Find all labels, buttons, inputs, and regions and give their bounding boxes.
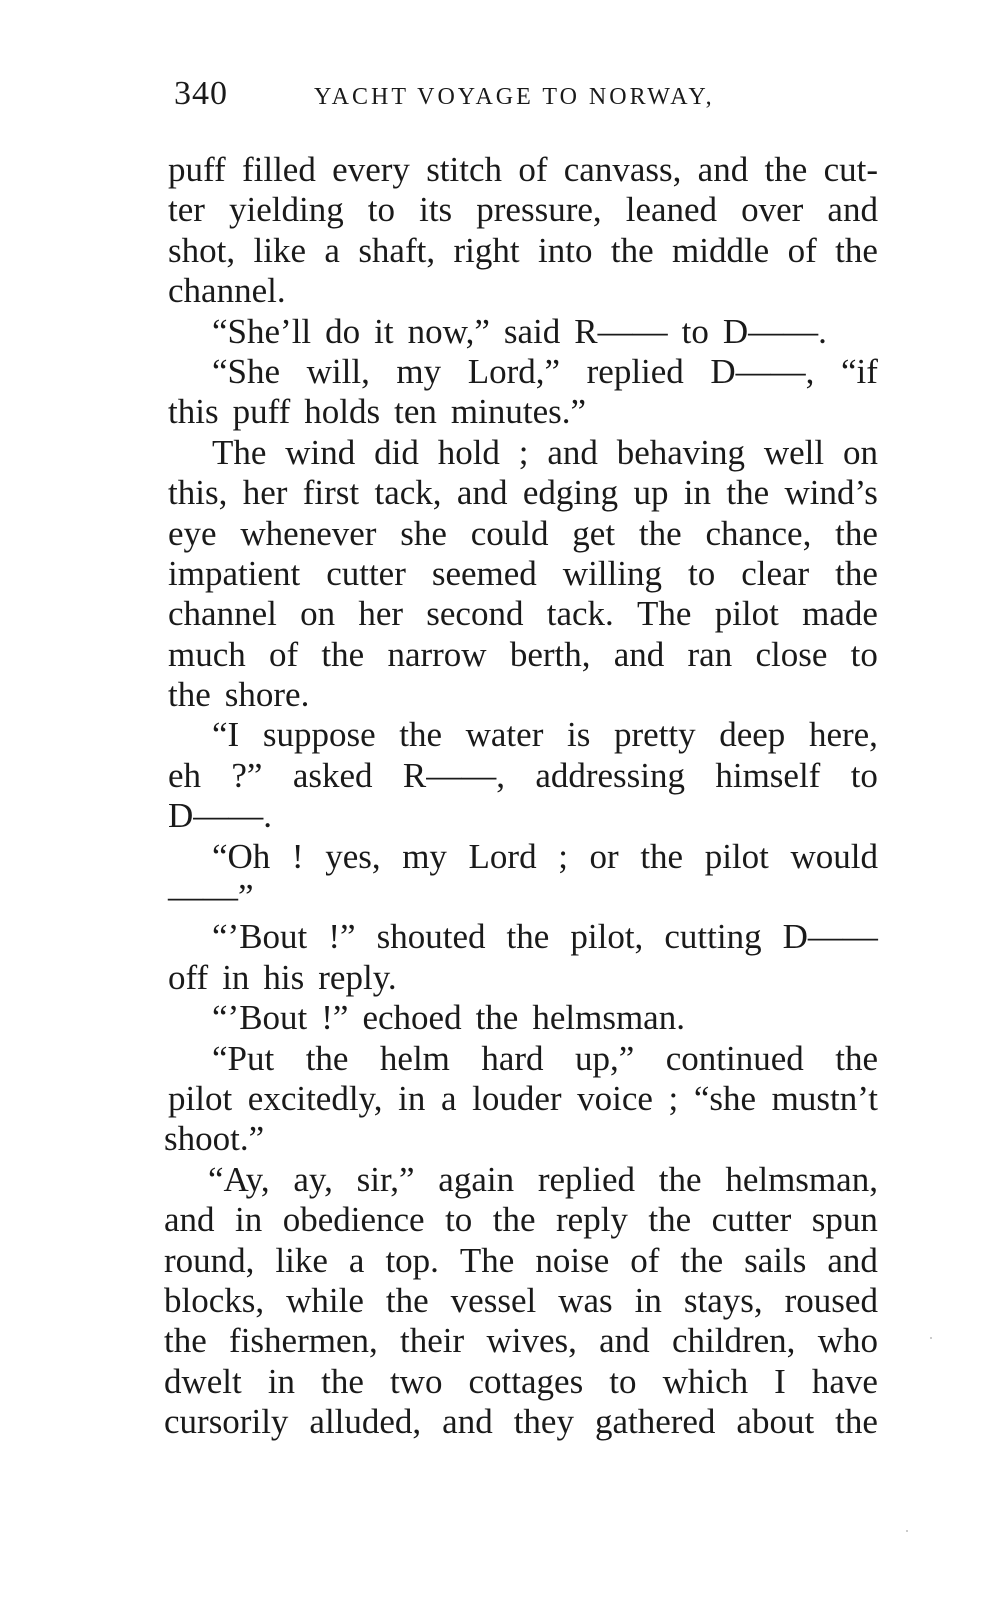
- word: a: [348, 1240, 365, 1280]
- text-line: [168, 837, 878, 877]
- word: replied: [586, 351, 684, 391]
- word: dwelt: [164, 1361, 242, 1401]
- word: reply: [556, 1200, 628, 1240]
- word: cutter: [326, 553, 406, 593]
- word: “she: [693, 1078, 757, 1118]
- word: will,: [306, 351, 370, 391]
- word: “She’ll: [212, 311, 312, 351]
- word: !”: [321, 998, 349, 1038]
- word: could: [470, 513, 549, 553]
- word: in: [398, 1078, 426, 1118]
- text-line: [168, 756, 878, 796]
- word: the: [764, 150, 808, 189]
- word: the: [648, 1200, 692, 1240]
- word: Lord,”: [467, 351, 561, 391]
- word: the: [680, 1240, 724, 1280]
- word: wives,: [486, 1321, 577, 1361]
- word: the: [835, 513, 878, 553]
- word: the: [492, 1200, 536, 1240]
- word: up: [633, 473, 669, 513]
- word: to: [445, 1200, 473, 1240]
- word: and: [827, 1240, 878, 1280]
- word: their: [400, 1321, 465, 1361]
- text-line: [168, 271, 878, 311]
- word: would: [790, 836, 878, 876]
- word: “Ay,: [208, 1159, 270, 1199]
- word: like: [275, 1240, 328, 1280]
- word: the: [506, 917, 550, 957]
- word: said: [503, 311, 561, 351]
- word: a: [440, 1078, 457, 1118]
- word: and: [697, 150, 749, 189]
- word: himself: [715, 755, 821, 795]
- word: deep: [719, 715, 786, 755]
- text-line: [164, 1241, 878, 1281]
- text-line: [168, 796, 878, 836]
- word: to: [850, 634, 878, 674]
- word: The: [637, 594, 692, 634]
- word: first: [302, 473, 360, 513]
- word: every: [332, 150, 410, 189]
- word: minutes.”: [450, 392, 587, 432]
- word: canvass,: [563, 150, 682, 189]
- word: they: [513, 1402, 574, 1442]
- word: asked: [292, 755, 373, 795]
- word: ;: [558, 836, 568, 876]
- word: shore.: [224, 675, 310, 715]
- text-line: [168, 473, 878, 513]
- word: R——,: [402, 755, 505, 795]
- word: the: [164, 1321, 207, 1361]
- word: off: [168, 957, 209, 997]
- word: ten: [394, 392, 437, 432]
- word: D——: [782, 917, 878, 957]
- word: his: [263, 957, 305, 997]
- word: she: [400, 513, 447, 553]
- word: wind: [285, 432, 356, 472]
- word: in: [235, 1200, 263, 1240]
- word: who: [817, 1321, 878, 1361]
- text-line: [168, 514, 878, 554]
- word: made: [802, 594, 878, 634]
- word: channel: [168, 594, 277, 634]
- text-line: [168, 958, 878, 998]
- word: much: [168, 634, 246, 674]
- word: to: [681, 311, 709, 351]
- text-line: [168, 998, 878, 1038]
- text-line: [168, 1039, 878, 1079]
- word: addressing: [535, 755, 686, 795]
- word: second: [426, 594, 524, 634]
- word: the: [835, 1038, 878, 1078]
- word: about: [736, 1402, 815, 1442]
- word: filled: [241, 150, 316, 189]
- word: children,: [671, 1321, 796, 1361]
- word: channel.: [168, 271, 286, 311]
- word: yielding: [229, 190, 344, 230]
- word: close: [755, 634, 828, 674]
- text-line: [168, 231, 878, 271]
- running-title: YACHT VOYAGE TO NORWAY,: [314, 84, 715, 110]
- word: !”: [328, 917, 356, 957]
- word: stitch: [426, 150, 503, 189]
- word: and: [547, 432, 598, 472]
- text-line: [168, 594, 878, 634]
- paper-speck: [930, 1337, 932, 1339]
- word: its: [419, 190, 453, 230]
- word: pilot: [168, 1078, 233, 1118]
- word: ter: [168, 190, 205, 230]
- text-line: [164, 1281, 878, 1321]
- word: and: [442, 1402, 493, 1442]
- word: have: [811, 1361, 878, 1401]
- text-line: [168, 433, 878, 473]
- word: blocks,: [164, 1280, 265, 1320]
- word: reply.: [318, 957, 397, 997]
- text-line: [168, 635, 878, 675]
- word: to: [367, 190, 396, 230]
- word: behaving: [616, 432, 746, 472]
- word: helmsman,: [725, 1159, 878, 1199]
- word: obedience: [282, 1200, 425, 1240]
- text-line: [164, 1119, 878, 1159]
- word: ran: [687, 634, 733, 674]
- word: “Oh: [212, 836, 271, 876]
- word: tack,: [374, 473, 442, 513]
- word: round,: [164, 1240, 255, 1280]
- text-line: [168, 312, 878, 352]
- word: wind’s: [784, 473, 878, 513]
- word: D——,: [710, 351, 815, 391]
- word: cutting: [664, 917, 762, 957]
- word: ——”: [168, 877, 254, 917]
- word: noise: [535, 1240, 610, 1280]
- word: eh: [168, 755, 202, 795]
- word: the: [658, 1159, 702, 1199]
- word: it: [374, 311, 394, 351]
- word: “I: [212, 715, 240, 755]
- word: roused: [784, 1280, 878, 1320]
- word: pilot: [714, 594, 779, 634]
- word: was: [558, 1280, 613, 1320]
- word: ?”: [231, 755, 263, 795]
- word: her: [358, 594, 404, 634]
- word: ;: [518, 432, 529, 472]
- text-line: [168, 1079, 878, 1119]
- word: holds: [304, 392, 381, 432]
- word: the: [385, 1280, 429, 1320]
- word: the: [321, 1361, 364, 1401]
- text-line: [168, 877, 878, 917]
- text-line: [164, 1200, 878, 1240]
- word: in: [634, 1280, 662, 1320]
- word: my: [402, 836, 447, 876]
- paper-speck: [906, 1530, 908, 1532]
- word: the: [835, 553, 878, 593]
- word: I: [774, 1361, 786, 1401]
- word: clear: [741, 553, 810, 593]
- word: alluded,: [309, 1402, 422, 1442]
- word: and: [827, 190, 878, 230]
- word: narrow: [387, 634, 487, 674]
- word: impatient: [168, 553, 301, 593]
- word: do: [325, 311, 361, 351]
- word: of: [269, 634, 299, 674]
- text-line: [168, 392, 878, 432]
- text-line: [164, 1362, 878, 1402]
- text-line: [168, 352, 878, 392]
- word: willing: [562, 553, 662, 593]
- word: cursorily: [164, 1402, 289, 1442]
- word: mustn’t: [771, 1078, 878, 1118]
- text-line: [164, 1402, 878, 1442]
- word: over: [741, 190, 804, 230]
- word: in: [222, 957, 250, 997]
- word: helmsman.: [532, 998, 685, 1038]
- body-text: [164, 150, 878, 1443]
- word: the: [475, 998, 519, 1038]
- text-line: [168, 190, 878, 230]
- word: chance,: [705, 513, 812, 553]
- word: “She: [212, 351, 281, 391]
- word: get: [572, 513, 616, 553]
- word: into: [538, 230, 593, 270]
- word: louder: [472, 1078, 562, 1118]
- word: stays,: [683, 1280, 763, 1320]
- word: pretty: [613, 715, 696, 755]
- word: which: [662, 1361, 749, 1401]
- word: “’Bout: [212, 998, 308, 1038]
- word: or: [589, 836, 619, 876]
- word: two: [389, 1361, 443, 1401]
- word: the: [305, 1038, 349, 1078]
- word: to: [850, 755, 878, 795]
- word: of: [518, 150, 548, 189]
- word: edging: [522, 473, 619, 513]
- word: to: [687, 553, 716, 593]
- word: in: [683, 473, 712, 513]
- word: excitedly,: [247, 1078, 383, 1118]
- word: berth,: [509, 634, 591, 674]
- word: the: [168, 675, 211, 715]
- word: did: [374, 432, 419, 472]
- word: ay,: [293, 1159, 333, 1199]
- word: gathered: [594, 1402, 716, 1442]
- page-header: [174, 74, 874, 114]
- word: the: [726, 473, 770, 513]
- word: fishermen,: [229, 1321, 378, 1361]
- text-line: [164, 1160, 878, 1200]
- word: the: [835, 230, 878, 270]
- word: on: [300, 594, 336, 634]
- word: hard: [481, 1038, 544, 1078]
- text-line: [168, 150, 878, 190]
- word: Lord: [468, 836, 537, 876]
- word: ;: [668, 1078, 679, 1118]
- word: seemed: [431, 553, 537, 593]
- word: eye: [168, 513, 217, 553]
- word: !: [291, 836, 304, 876]
- word: continued: [665, 1038, 804, 1078]
- word: and: [164, 1200, 215, 1240]
- word: in: [267, 1361, 296, 1401]
- word: pilot,: [570, 917, 644, 957]
- word: “if: [841, 351, 878, 391]
- word: the: [399, 715, 442, 755]
- word: D——.: [722, 311, 827, 351]
- word: top.: [385, 1240, 439, 1280]
- word: puff: [232, 392, 291, 432]
- word: cutter: [711, 1200, 792, 1240]
- word: R——: [574, 311, 668, 351]
- word: here,: [808, 715, 878, 755]
- word: suppose: [262, 715, 376, 755]
- text-line: [168, 675, 878, 715]
- word: while: [286, 1280, 364, 1320]
- word: sir,”: [356, 1159, 415, 1199]
- word: shoot.”: [164, 1119, 265, 1159]
- word: replied: [537, 1159, 636, 1199]
- word: shouted: [376, 917, 486, 957]
- word: the: [321, 634, 365, 674]
- word: whenever: [240, 513, 377, 553]
- word: water: [465, 715, 544, 755]
- word: the: [640, 836, 684, 876]
- word: of: [630, 1240, 660, 1280]
- text-line: [168, 554, 878, 594]
- word: and: [456, 473, 508, 513]
- word: pilot: [704, 836, 769, 876]
- word: well: [763, 432, 825, 472]
- word: a: [324, 230, 340, 270]
- word: pressure,: [476, 190, 602, 230]
- word: and: [599, 1321, 650, 1361]
- word: The: [459, 1240, 515, 1280]
- word: helm: [379, 1038, 450, 1078]
- word: “Put: [212, 1038, 275, 1078]
- word: is: [566, 715, 591, 755]
- word: up,”: [575, 1038, 635, 1078]
- word: like: [253, 230, 306, 270]
- word: echoed: [362, 998, 462, 1038]
- word: cut-: [823, 150, 878, 189]
- word: puff: [168, 150, 226, 189]
- word: this: [168, 392, 219, 432]
- word: now,”: [407, 311, 490, 351]
- word: the: [610, 230, 654, 270]
- word: the: [835, 1402, 878, 1442]
- word: her: [242, 473, 288, 513]
- word: this,: [168, 473, 228, 513]
- word: The: [212, 432, 267, 472]
- text-line: [168, 715, 878, 755]
- page-number: 340: [174, 75, 228, 112]
- word: to: [609, 1361, 637, 1401]
- word: shot,: [168, 230, 236, 270]
- word: on: [842, 432, 878, 472]
- word: hold: [437, 432, 500, 472]
- word: voice: [577, 1078, 653, 1118]
- word: the: [638, 513, 682, 553]
- word: vessel: [450, 1280, 537, 1320]
- word: yes,: [325, 836, 381, 876]
- word: middle: [672, 230, 770, 270]
- word: tack.: [546, 594, 614, 634]
- word: of: [787, 230, 817, 270]
- word: shaft,: [358, 230, 436, 270]
- text-line: [168, 917, 878, 957]
- text-line: [164, 1321, 878, 1361]
- word: spun: [811, 1200, 878, 1240]
- word: leaned: [625, 190, 718, 230]
- word: again: [438, 1159, 515, 1199]
- word: “’Bout: [212, 917, 308, 957]
- word: sails: [744, 1240, 807, 1280]
- word: cottages: [468, 1361, 584, 1401]
- word: my: [396, 351, 442, 391]
- word: right: [453, 230, 520, 270]
- word: D——.: [168, 796, 273, 836]
- word: and: [613, 634, 665, 674]
